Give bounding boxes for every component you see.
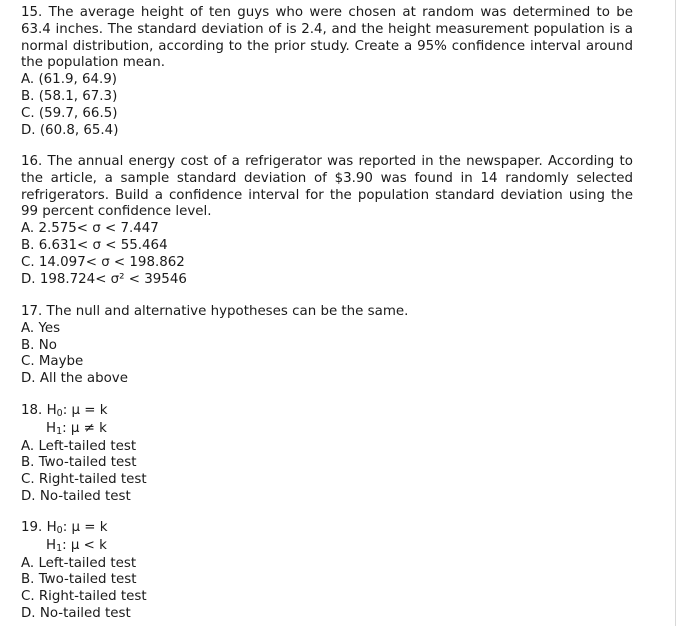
question-17: [21, 304, 633, 388]
null-hypothesis-label: H: [46, 520, 57, 535]
question-19-option-c: C. Right-tailed test: [21, 589, 147, 605]
question-15: [21, 5, 633, 139]
question-19-option-a: A. Left-tailed test: [21, 555, 137, 571]
question-17-option-c: C. Maybe: [21, 354, 84, 370]
question-17-option-d: D. All the above: [21, 371, 128, 387]
question-15-option-d: D. (60.8, 65.4): [21, 122, 119, 138]
null-hypothesis-relation: : μ = k: [62, 403, 108, 418]
question-18-alternative-hypothesis: [21, 421, 633, 439]
null-hypothesis-subscript: 0: [56, 408, 63, 419]
question-15-option-a: A. (61.9, 64.9): [21, 72, 118, 88]
null-hypothesis-label: H: [46, 403, 57, 418]
alternative-hypothesis-label: H: [46, 537, 57, 553]
question-16: [21, 154, 633, 288]
question-15-option-c: C. (59.7, 66.5): [21, 105, 118, 121]
question-18: [21, 403, 633, 506]
question-15-option-b: B. (58.1, 67.3): [21, 88, 118, 104]
question-16-option-c: C. 14.097< σ < 198.862: [21, 254, 185, 270]
question-19-option-d: D. No-tailed test: [21, 605, 131, 621]
question-17-option-a: A. Yes: [21, 320, 61, 336]
question-19: [21, 520, 633, 623]
question-18-option-b: B. Two-tailed test: [21, 455, 137, 471]
question-19-alternative-hypothesis: [21, 538, 633, 556]
question-18-number: 18.: [21, 403, 43, 418]
alternative-hypothesis-label: H: [46, 420, 57, 436]
question-17-option-b: B. No: [21, 337, 57, 353]
alternative-hypothesis-relation: : μ ≠ k: [62, 420, 107, 436]
question-18-option-a: A. Left-tailed test: [21, 438, 137, 454]
null-hypothesis-subscript: 0: [56, 525, 63, 536]
question-15-stem: 15. The average height of ten guys who were chosen at random was determined to be 63.4 inches. The standard deviation of is 2.4, and the height measurement population is a normal distribution, according to the prior study. Create a 95% confidence interval around the population mean.: [21, 5, 633, 71]
question-18-null-hypothesis: [21, 403, 633, 421]
alternative-hypothesis-relation: : μ < k: [62, 537, 107, 553]
question-16-stem: 16. The annual energy cost of a refrigerator was reported in the newspaper. According to the article, a sample standard deviation of $3.90 was found in 14 randomly selected refrigerators. Build a confidence interval for the population standard deviation using the 99 percent confidence level.: [21, 154, 633, 220]
question-16-option-b: B. 6.631< σ < 55.464: [21, 237, 168, 253]
question-19-option-b: B. Two-tailed test: [21, 572, 137, 588]
question-18-option-c: C. Right-tailed test: [21, 472, 147, 488]
question-16-option-d: D. 198.724< σ² < 39546: [21, 271, 187, 287]
question-18-option-d: D. No-tailed test: [21, 488, 131, 504]
question-19-number: 19.: [21, 520, 43, 535]
null-hypothesis-relation: : μ = k: [62, 520, 108, 535]
alternative-hypothesis-subscript: 1: [56, 542, 63, 554]
question-19-null-hypothesis: [21, 520, 633, 538]
alternative-hypothesis-subscript: 1: [56, 425, 63, 437]
question-17-stem: 17. The null and alternative hypotheses can be the same.: [21, 304, 409, 319]
question-16-option-a: A. 2.575< σ < 7.447: [21, 221, 159, 237]
